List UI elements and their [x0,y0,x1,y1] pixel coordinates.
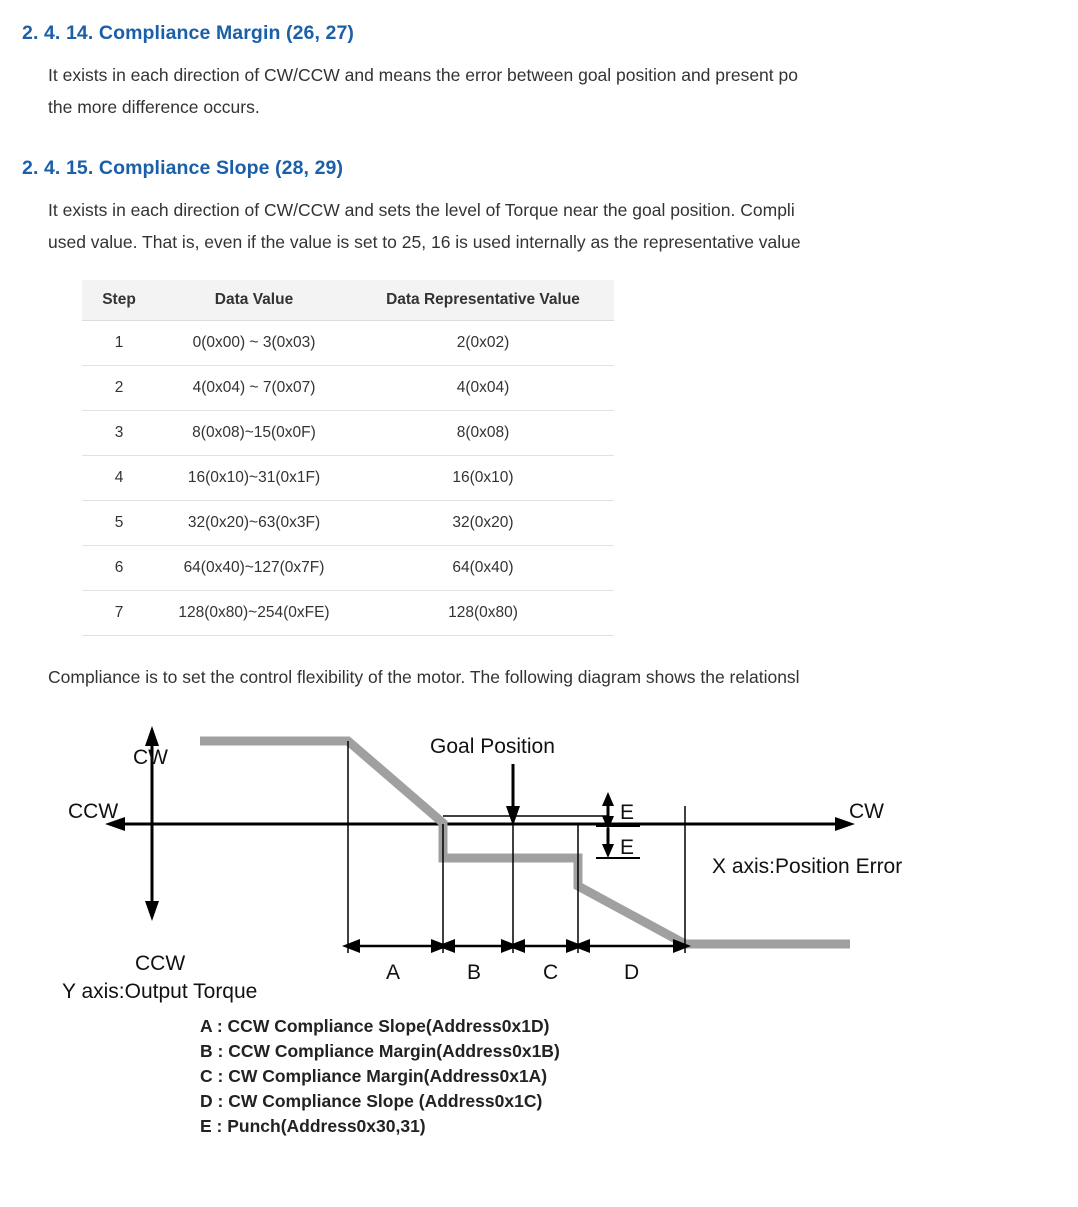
column-header-step: Step [82,280,156,321]
paragraph-line: the more difference occurs. [48,97,260,117]
table-row [82,591,614,636]
legend-item-c: C : CW Compliance Margin(Address0x1A) [200,1066,548,1086]
cell-representative-value: 64(0x40) [352,546,614,591]
section-number: 2. 4. 15. [22,157,94,179]
cell-data-value: 0(0x00) ~ 3(0x03) [156,321,352,366]
cell-representative-value: 2(0x02) [352,321,614,366]
column-header-data-representative-value: Data Representative Value [352,280,614,321]
label-y-axis-caption: Y axis:Output Torque [62,980,258,1003]
label-goal-position: Goal Position [430,735,555,758]
legend-item-e: E : Punch(Address0x30,31) [200,1116,426,1136]
cell-data-value: 8(0x08)~15(0x0F) [156,411,352,456]
cell-step: 5 [82,501,156,546]
cell-representative-value: 128(0x80) [352,591,614,636]
label-cw-top: CW [133,746,168,769]
cell-representative-value: 8(0x08) [352,411,614,456]
label-punch-e-upper: E [620,801,635,824]
compliance-slope-table [82,280,614,636]
cell-representative-value: 4(0x04) [352,366,614,411]
label-span-a: A [386,961,401,984]
paragraph-line: It exists in each direction of CW/CCW and sets the level of Torque near the goal position. Compli [48,200,795,220]
paragraph-compliance-margin [0,59,1078,123]
table-row [82,321,614,366]
section-number: 2. 4. 14. [22,22,94,44]
compliance-slope-table-wrapper [82,280,614,636]
section-heading-compliance-slope [22,157,1078,180]
cell-data-value: 32(0x20)~63(0x3F) [156,501,352,546]
label-span-d: D [624,961,640,984]
paragraph-line: It exists in each direction of CW/CCW and means the error between goal position and present po [48,65,798,85]
cell-step: 1 [82,321,156,366]
cell-representative-value: 32(0x20) [352,501,614,546]
label-span-c: C [543,961,559,984]
legend-item-d: D : CW Compliance Slope (Address0x1C) [200,1091,543,1111]
label-x-axis-caption: X axis:Position Error [712,855,903,878]
label-ccw-left: CCW [68,800,119,823]
table-row [82,411,614,456]
cell-step: 2 [82,366,156,411]
cell-representative-value: 16(0x10) [352,456,614,501]
legend-item-a: A : CCW Compliance Slope(Address0x1D) [200,1016,550,1036]
diagram-axes [115,736,845,911]
label-ccw-bottom: CCW [135,952,186,975]
compliance-curve [200,741,850,944]
cell-data-value: 128(0x80)~254(0xFE) [156,591,352,636]
cell-step: 7 [82,591,156,636]
axis-arrow-down [145,901,159,921]
label-cw-right: CW [849,800,884,823]
cell-data-value: 16(0x10)~31(0x1F) [156,456,352,501]
paragraph-after-table: Compliance is to set the control flexibility of the motor. The following diagram shows the relationsl [48,667,800,687]
column-header-data-value: Data Value [156,280,352,321]
cell-data-value: 64(0x40)~127(0x7F) [156,546,352,591]
table-header-row [82,280,614,321]
cell-step: 4 [82,456,156,501]
diagram-legend [200,1014,1078,1139]
table-row [82,456,614,501]
paragraph-line: used value. That is, even if the value is set to 25, 16 is used internally as the representative value [48,232,801,252]
compliance-diagram [0,706,1078,1006]
axis-arrow-up [145,726,159,746]
section-title: Compliance Margin (26, 27) [98,22,354,44]
section-title: Compliance Slope (28, 29) [98,157,344,179]
legend-item-b: B : CCW Compliance Margin(Address0x1B) [200,1041,560,1061]
table-row [82,546,614,591]
cell-step: 6 [82,546,156,591]
table-row [82,366,614,411]
cell-data-value: 4(0x04) ~ 7(0x07) [156,366,352,411]
label-punch-e-lower: E [620,836,635,859]
label-span-b: B [467,961,482,984]
cell-step: 3 [82,411,156,456]
section-heading-compliance-margin [22,22,1078,45]
paragraph-compliance-slope [0,194,1078,258]
table-row [82,501,614,546]
